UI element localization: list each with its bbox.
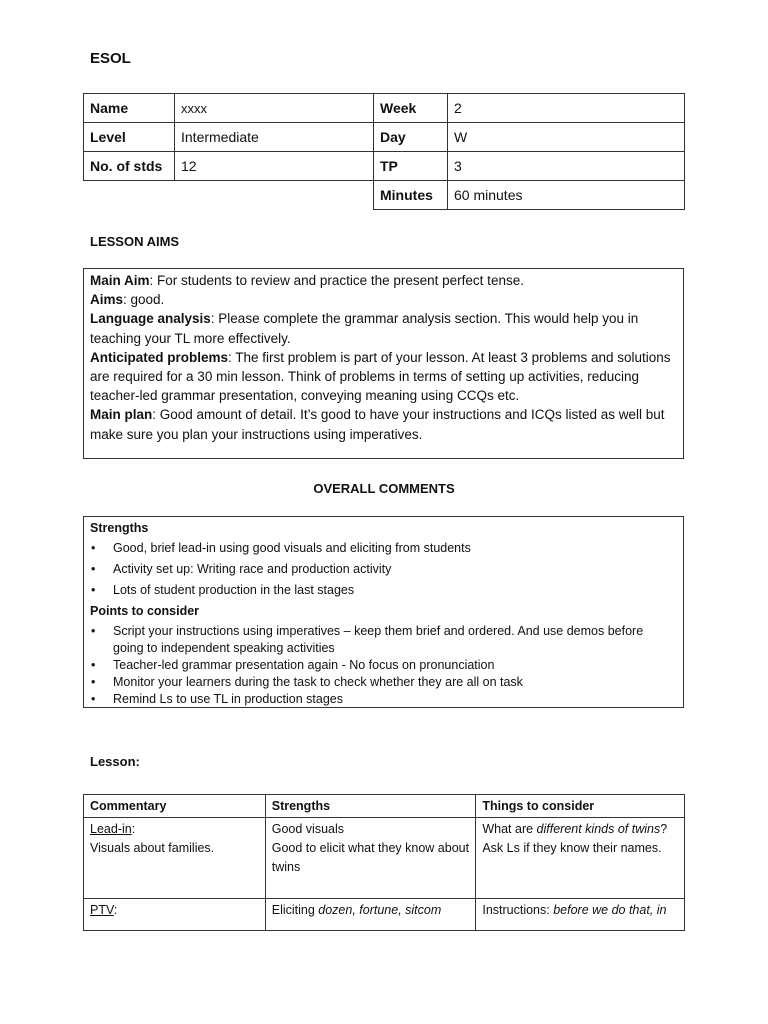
- day-value: W: [448, 123, 685, 152]
- consider-cell: [476, 899, 685, 931]
- consider-text: Instructions:: [482, 903, 554, 917]
- strength-emphasis: dozen, fortune, sitcom: [318, 903, 442, 917]
- list-item: • Lots of student production in the last stages: [90, 582, 677, 599]
- name-label: Name: [84, 94, 175, 123]
- strengths-cell: [265, 818, 476, 899]
- strengths-cell: [265, 899, 476, 931]
- strength-text: Eliciting: [271, 903, 319, 917]
- table-row: [84, 899, 685, 931]
- list-item: • Activity set up: Writing race and production activity: [90, 561, 677, 578]
- stage-colon: :: [113, 903, 118, 917]
- commentary-cell: [84, 899, 266, 931]
- main-aim-text: : For students to review and practice the present perfect tense.: [149, 273, 524, 288]
- overall-comments-heading: OVERALL COMMENTS: [313, 481, 455, 496]
- strength-text: Good visuals: [271, 822, 344, 836]
- column-header-strengths: Strengths: [265, 795, 476, 818]
- week-label: Week: [374, 94, 448, 123]
- aims-text: : good.: [123, 292, 165, 308]
- stds-label: No. of stds: [84, 152, 175, 181]
- commentary-text: Visuals about families.: [90, 841, 215, 855]
- main-aim-line: [90, 271, 677, 290]
- minutes-value: 60 minutes: [448, 181, 685, 210]
- consider-emphasis: before we do that, in: [553, 903, 667, 917]
- consider-cell: [476, 818, 685, 899]
- lesson-commentary-table: [83, 794, 685, 931]
- list-item: • Script your instructions using imperatives – keep them brief and ordered. And use demos before going to independent speaking activities: [90, 623, 677, 657]
- stds-value: 12: [175, 152, 374, 181]
- anticipated-problems-text: : The first problem is part of your lesson. At least 3 problems and solutions are required for a 30 min lesson. Think of problems in terms of setting up activities, reducing teacher-led grammar presentation, conveying meaning using CCQs etc.: [90, 349, 671, 404]
- strengths-list: [90, 540, 677, 599]
- list-item: • Teacher-led grammar presentation again - No focus on pronunciation: [90, 657, 677, 674]
- lesson-heading: Lesson:: [90, 754, 140, 769]
- consider-text: What are: [482, 822, 537, 836]
- empty-cell: [175, 181, 374, 210]
- points-to-consider-list: [90, 623, 677, 708]
- consider-emphasis: different kinds of twins: [536, 822, 661, 836]
- main-plan-line: [90, 405, 677, 443]
- document-title: ESOL: [90, 50, 131, 67]
- strengths-label: Strengths: [90, 521, 149, 535]
- main-aim-label: Main Aim: [90, 273, 150, 288]
- stage-name: Lead-in: [90, 822, 132, 836]
- overall-comments-box: [83, 516, 684, 708]
- day-label: Day: [374, 123, 448, 152]
- tp-value: 3: [448, 152, 685, 181]
- list-item: • Good, brief lead-in using good visuals and eliciting from students: [90, 540, 677, 557]
- empty-cell: [84, 181, 175, 210]
- main-plan-text: : Good amount of detail. It’s good to have your instructions and ICQs listed as well but make sure you plan your instructions using imperatives.: [90, 407, 665, 442]
- language-analysis-text: : Please complete the grammar analysis section. This would help you in teaching your TL more effectively.: [90, 311, 639, 346]
- aims-line: [90, 290, 677, 309]
- strength-text: Good to elicit what they know about twins: [271, 841, 470, 874]
- commentary-cell: [84, 818, 266, 899]
- aims-label: Aims: [90, 292, 124, 308]
- tp-label: TP: [374, 152, 448, 181]
- level-label: Level: [84, 123, 175, 152]
- list-item: • Monitor your learners during the task to check whether they are all on task: [90, 674, 677, 691]
- minutes-label: Minutes: [374, 181, 448, 210]
- anticipated-problems-line: [90, 348, 677, 406]
- lesson-aims-box: [83, 268, 684, 459]
- points-to-consider-label: Points to consider: [90, 604, 200, 618]
- week-value: 2: [448, 94, 685, 123]
- name-value: xxxx: [175, 94, 374, 123]
- anticipated-problems-label: Anticipated problems: [90, 349, 229, 365]
- main-plan-label: Main plan: [90, 407, 153, 423]
- lesson-aims-heading: LESSON AIMS: [90, 234, 180, 249]
- language-analysis-label: Language analysis: [90, 311, 211, 327]
- table-row: [84, 818, 685, 899]
- list-item: • Remind Ls to use TL in production stages: [90, 691, 677, 708]
- stage-name: PTV: [90, 903, 114, 917]
- stage-colon: :: [131, 822, 136, 836]
- language-analysis-line: [90, 309, 677, 347]
- lesson-info-table: [83, 93, 685, 210]
- column-header-things-to-consider: Things to consider: [476, 795, 685, 818]
- level-value: Intermediate: [175, 123, 374, 152]
- column-header-commentary: Commentary: [84, 795, 266, 818]
- consider-text: ?: [660, 822, 668, 836]
- consider-text: Ask Ls if they know their names.: [482, 841, 662, 855]
